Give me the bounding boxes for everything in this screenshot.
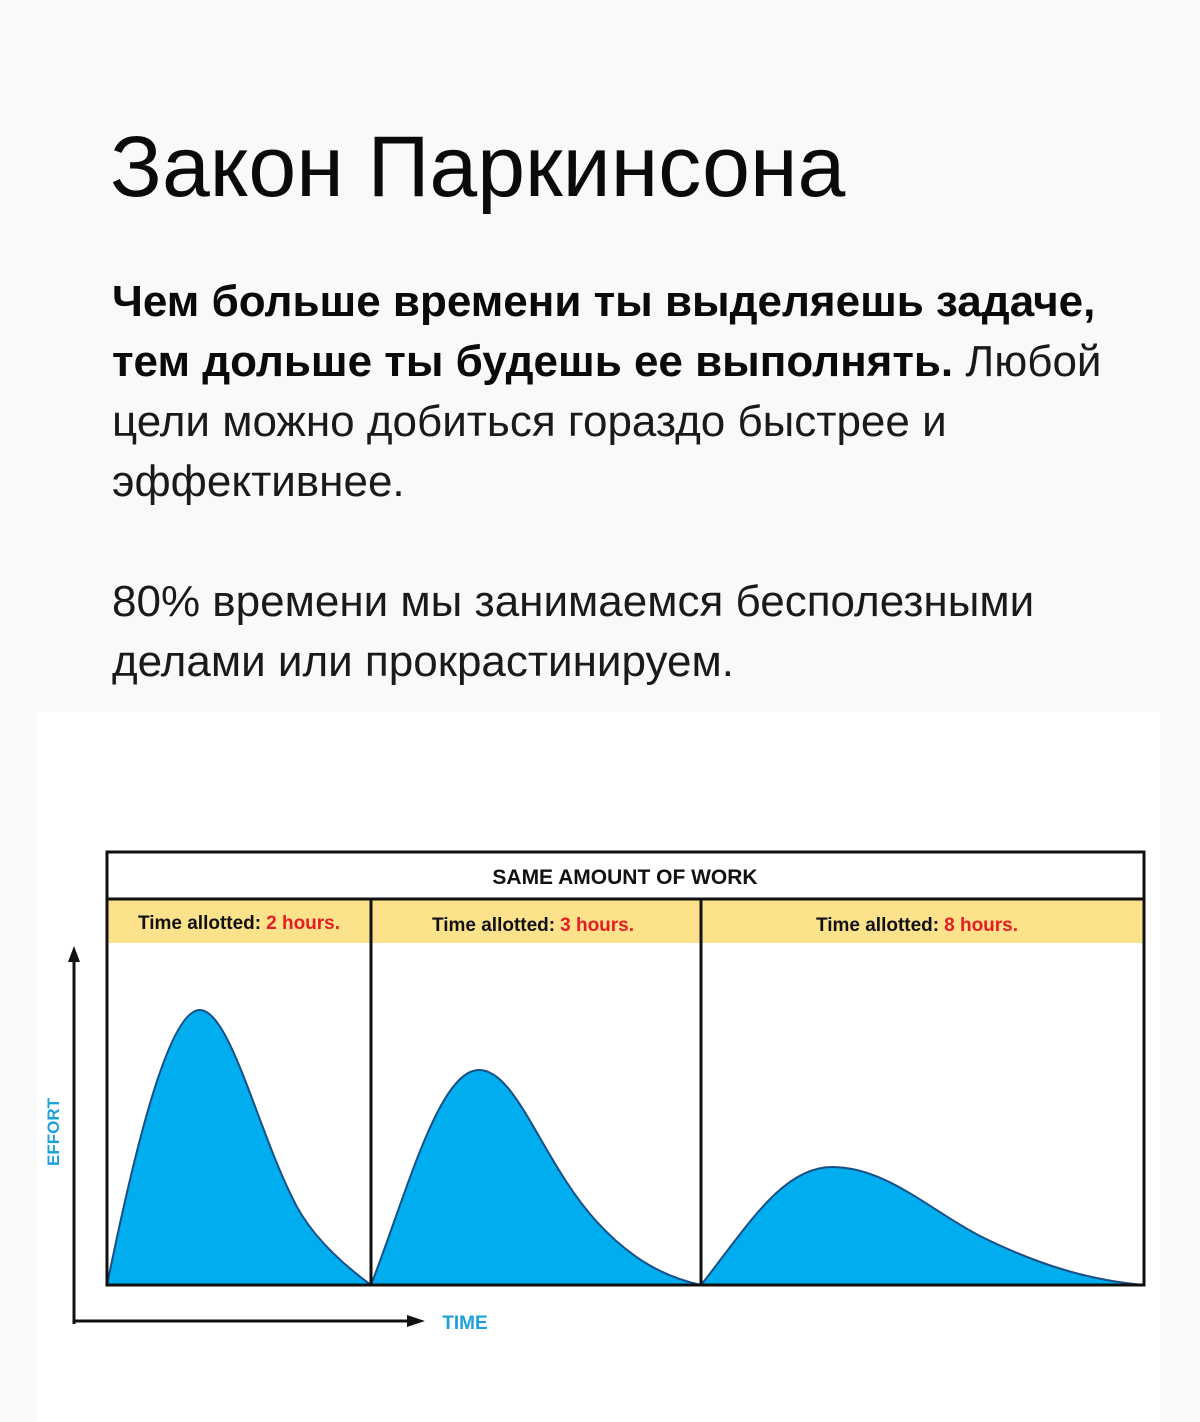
allotted-hours: 3 hours. [560,915,635,936]
effort-curve-3-hours [371,1070,701,1285]
allotted-label: Time allotted: [137,913,262,934]
effort-curve-2-hours [107,1010,371,1285]
statistic-paragraph: 80% времени мы занимаемся бесполезными делами или прокрастинируем. [112,577,1035,686]
y-axis-label: EFFORT [44,1098,63,1166]
intro-paragraph [112,272,1102,512]
allotted-hours: 8 hours. [944,915,1019,936]
allotted-text-8-hours [816,915,1018,936]
allotted-text-3-hours [432,915,634,936]
x-axis-arrow [407,1315,425,1327]
intro-bold-text: Чем больше времени ты выделяешь задаче, тем дольше ты будешь ее выполнять. [112,277,1096,386]
header-text: SAME AMOUNT OF WORK [492,866,758,889]
x-axis-label: TIME [442,1313,488,1334]
page-title: Закон Паркинсона [110,119,846,215]
allotted-label: Time allotted: [815,915,940,936]
effort-curve-8-hours [701,1167,1144,1285]
intro-regular-text: Любой цели можно добиться гораздо быстрее и эффективнее. [112,337,1102,506]
parkinson-law-diagram [37,712,1160,1422]
y-axis-arrow [68,946,80,962]
allotted-hours: 2 hours. [266,913,341,934]
allotted-label: Time allotted: [431,915,556,936]
allotted-text-2-hours [138,913,340,934]
